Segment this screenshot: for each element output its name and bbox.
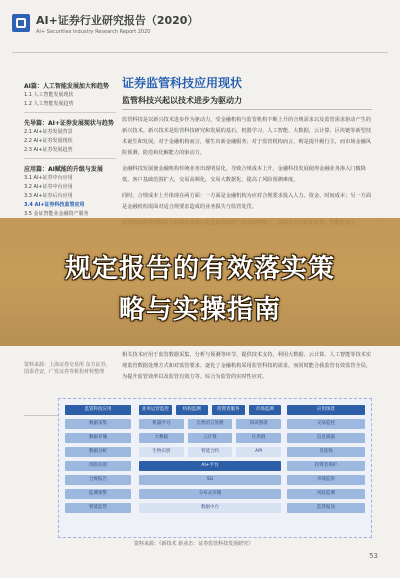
diagram-row [139,419,281,433]
toc-item-active: 3.4 AI+证券科技监管应用 [24,202,85,208]
report-header [12,10,372,52]
diagram-box: 智能监管 [65,503,131,513]
report-subtitle: AI+ Securities Industry Research Report 2020 [36,29,151,35]
diagram-box: 云计算 [188,433,233,443]
toc-item: 2.3 AI+证券发展趋势 [24,147,73,153]
main-content [122,76,372,229]
diagram-box: 大数据 [139,433,184,443]
diagram-box: 数据采集 [65,419,131,429]
diagram-middle-column [139,405,281,517]
toc-heading: AI篇：人工智能发展加大和趋势 [24,83,109,90]
diagram-box: 监测预警 [65,489,131,499]
report-logo-icon [12,14,30,32]
diagram-row [139,447,281,461]
diagram-box: 投资者保护 [287,461,365,471]
banner-title-line-1: 规定报告的有效落实策 [64,254,335,284]
body-paragraph: 金融科技发展使金融机构传统业务出现明显化，导致合规成本上升，金融科技发展使得金融业务渗入门槛降低，客户基础范围扩大，交易高频化，交易大数据化，提高了风险预测难度。 [122,166,366,183]
toc-item: 1.2 人工智能发展趋势 [24,101,74,107]
banner-title-line-2: 略与实操指南 [118,295,281,325]
diagram-box: 市场监察 [287,475,365,485]
diagram-box: 监管报送 [287,503,365,513]
diagram-box: 数据存储 [65,433,131,443]
toc-item: 3.2 AI+证券中台应用 [24,184,73,190]
body-paragraph: 相关技术应用于监管数据采集、分析与预测等环节，提供技术支持，利用大数据、云计算、人工智能等技术实现监管数据处理方式和对监管要求、逐化了金融机构采用监管科技的需求，而同时能合我监管有效监管全局，为提升监管效率以及监管有效力等。综合为监管的实时性应对。 [122,352,372,380]
body-paragraph: 监管科技是以新兴技术进步作为驱动力，受金融机构与监管机构不断上升的合规需求以及监管需求驱动产生的新兴技术。新兴技术是监管科技研究和发展的基石，机器学习、人工智能、大数据、云计算、区块链等新型技术诞生和发展，对于金融机构而言，催生出新金融服务；对于监管机构而言，则是提升履行主，而市场金融风险预测、防范和化解能力的驱动力。 [122,117,372,156]
diagram-box: 数据分析 [65,447,131,457]
diagram-box: 投资者服务 [212,405,245,415]
tech-architecture-diagram [58,398,372,538]
diagram-box: 5G [139,475,281,485]
diagram-left-column [65,405,131,517]
diagram-box: 风险识别 [65,461,131,471]
diagram-box: 业务运营监控 [139,405,172,415]
toc-heading: 应用篇：AI赋能的升级与发展 [24,166,103,173]
header-divider [12,52,388,53]
table-of-contents [24,76,116,219]
toc-item: 2.2 AI+证券发展现状 [24,138,73,144]
diagram-right-column [287,405,365,517]
diagram-box: 监管科技应用 [65,405,131,415]
diagram-box: 应用场景 [287,405,365,415]
diagram-box: 知识图谱 [236,419,281,429]
figure-caption: 资料来源：《新技术 新业态：证券监管科技发展研究》 [134,541,254,547]
diagram-box: 信息披露 [287,433,365,443]
diagram-box: 市场监测 [249,405,282,415]
toc-item: 3.5 金证智能业金融资产服务 [24,211,89,217]
sidebar-footnote: 资料来源：上海证券交易所 东方证券，国泰君安，广发证券等机构材料整理 [24,362,111,375]
toc-heading: 先导篇：AI+证券发展现状与趋势 [24,120,114,127]
diagram-box: 合规报告 [65,475,131,485]
section-title: 证券监管科技应用现状 [122,76,243,90]
page-number: 53 [369,552,378,560]
main-content-lower [122,350,372,383]
diagram-box: API [236,447,281,457]
diagram-box: 反洗钱 [287,447,365,457]
diagram-box: 生物识别 [139,447,184,457]
section-subtitle: 监管科技兴起以技术进步为驱动力 [122,96,242,105]
toc-item: 3.1 AI+证券中台应用 [24,175,73,181]
body-paragraph: 同时，合规成本上升体现在两方面：一方面是金融机构为应对合规要求投入人力、资金、时间成本；另一方面是金融机构需面对适合规要求造成的业务损失与监管处罚。 [122,193,372,210]
diagram-box: 分布式存储 [139,489,281,499]
toc-divider [24,158,116,159]
toc-item: 3.3 AI+证券后台应用 [24,193,73,199]
diagram-box: 机器学习 [139,419,184,429]
diagram-box: AI+平台 [139,461,281,471]
diagram-box: 区块链 [236,433,281,443]
diagram-box: 机构监测 [176,405,209,415]
diagram-row [139,433,281,447]
toc-item: 1.1 人工智能发展现状 [24,92,74,98]
diagram-box: 交易监控 [287,419,365,429]
diagram-box: 自然语言处理 [188,419,233,429]
diagram-box: 数据中台 [139,503,281,513]
diagram-box: 风险监测 [287,489,365,499]
report-title: AI+证券行业研究报告（2020） [36,14,199,27]
toc-item: 2.1 AI+证券发展背景 [24,129,73,135]
diagram-box: 智能合约 [188,447,233,457]
subtitle-divider [122,109,372,110]
toc-divider [24,112,116,113]
diagram-row [139,405,281,419]
